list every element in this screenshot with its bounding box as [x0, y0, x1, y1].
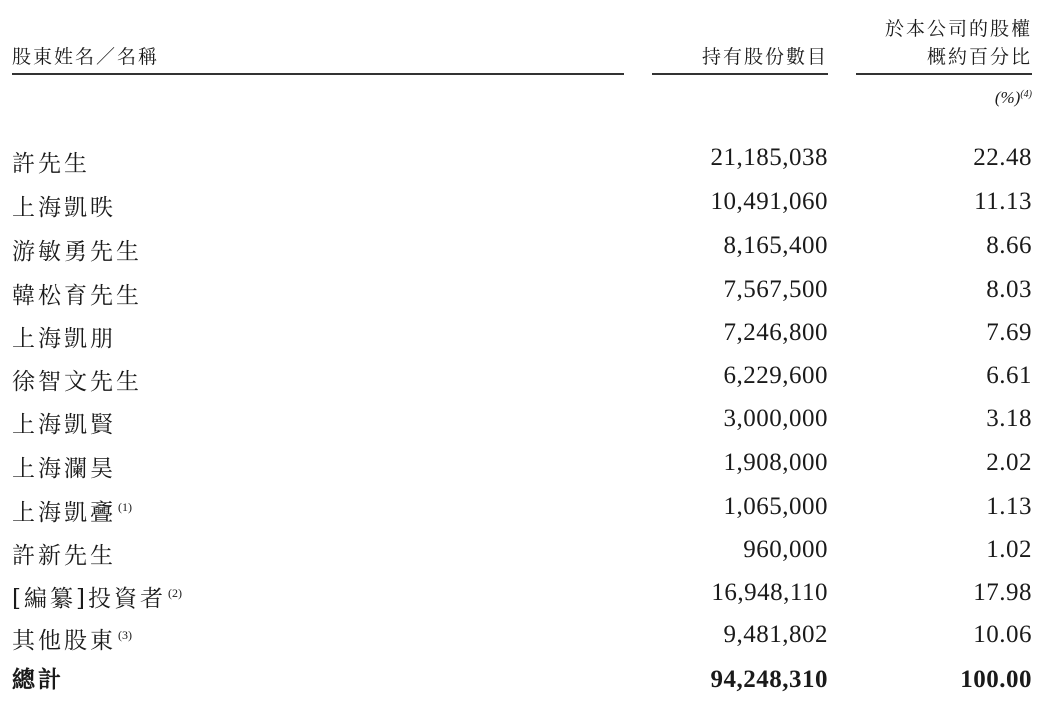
row-shares: 16,948,110: [711, 579, 828, 606]
name-text: 上海瀾昊: [12, 456, 116, 482]
row-pct: 1.13: [986, 493, 1032, 520]
unit-label: [995, 88, 1032, 108]
name-text: 上海凱朋: [12, 326, 116, 352]
row-name: [12, 573, 182, 619]
row-name: [12, 138, 92, 184]
name-text: 上海凱斖: [12, 500, 116, 526]
name-text: 許先生: [12, 151, 90, 177]
row-name: [12, 443, 118, 489]
name-text: 徐智文先生: [12, 369, 142, 395]
name-text: 上海凱賢: [12, 412, 116, 438]
row-pct: 7.69: [986, 319, 1032, 346]
header-pct-line2: 概約百分比: [926, 46, 1032, 68]
table-row: [0, 270, 1056, 310]
header-rule-shares: [652, 73, 828, 75]
row-pct: 8.03: [986, 276, 1032, 303]
row-pct: 1.02: [986, 536, 1032, 563]
row-name: [12, 270, 144, 316]
row-shares: 7,567,500: [723, 276, 828, 303]
name-text: 其他股東: [12, 628, 116, 654]
name-footnote: (2): [167, 586, 182, 600]
row-shares: 21,185,038: [710, 144, 828, 171]
table-row: [0, 313, 1056, 353]
row-pct: 17.98: [973, 579, 1032, 606]
header-pct-line1: 於本公司的股權: [884, 18, 1032, 40]
unit-footnote: (4): [1020, 89, 1032, 100]
row-shares: 960,000: [743, 536, 828, 563]
total-shares: 94,248,310: [710, 666, 828, 693]
name-text: 游敏勇先生: [12, 239, 142, 265]
table-row: [0, 443, 1056, 483]
row-pct: 6.61: [986, 362, 1032, 389]
unit-text: (%): [994, 88, 1021, 107]
row-pct: 22.48: [973, 144, 1032, 171]
row-shares: 1,065,000: [723, 493, 828, 520]
row-pct: 3.18: [986, 405, 1032, 432]
row-name: [12, 313, 118, 359]
header-rule-pct: [856, 73, 1032, 75]
name-text: 上海凱昳: [12, 195, 116, 221]
row-name: [12, 182, 118, 228]
table-row: [0, 615, 1056, 655]
header-name: 股東姓名／名稱: [12, 46, 160, 68]
table-row: [0, 356, 1056, 396]
row-name: [12, 226, 144, 272]
name-footnote: (3): [118, 628, 132, 642]
table-row: [0, 226, 1056, 266]
row-name: [12, 399, 118, 445]
row-name: [12, 530, 118, 576]
table-row: [0, 138, 1056, 178]
table-row: [0, 530, 1056, 570]
row-shares: 8,165,400: [723, 232, 828, 259]
row-shares: 3,000,000: [723, 405, 828, 432]
total-pct: 100.00: [960, 666, 1032, 693]
table-row: [0, 487, 1056, 527]
table-row: [0, 573, 1056, 613]
name-text: [編纂]投資者: [12, 586, 166, 612]
table-row: [0, 182, 1056, 222]
row-shares: 7,246,800: [723, 319, 828, 346]
header-rule-name: [12, 73, 624, 75]
header-shares: 持有股份數目: [701, 46, 828, 68]
row-pct: 11.13: [974, 188, 1032, 215]
row-pct: 10.06: [973, 621, 1032, 648]
row-shares: 10,491,060: [710, 188, 828, 215]
name-footnote: (1): [118, 500, 132, 514]
row-pct: 8.66: [986, 232, 1032, 259]
row-shares: 9,481,802: [723, 621, 828, 648]
name-text: 韓松育先生: [12, 283, 142, 309]
table-row: [0, 399, 1056, 439]
row-name: [12, 615, 132, 661]
row-name: [12, 356, 144, 402]
total-label: 總計: [12, 667, 64, 693]
row-shares: 6,229,600: [723, 362, 828, 389]
row-name: [12, 487, 132, 533]
total-row: [0, 660, 1056, 700]
row-shares: 1,908,000: [723, 449, 828, 476]
row-pct: 2.02: [986, 449, 1032, 476]
name-text: 許新先生: [12, 543, 116, 569]
